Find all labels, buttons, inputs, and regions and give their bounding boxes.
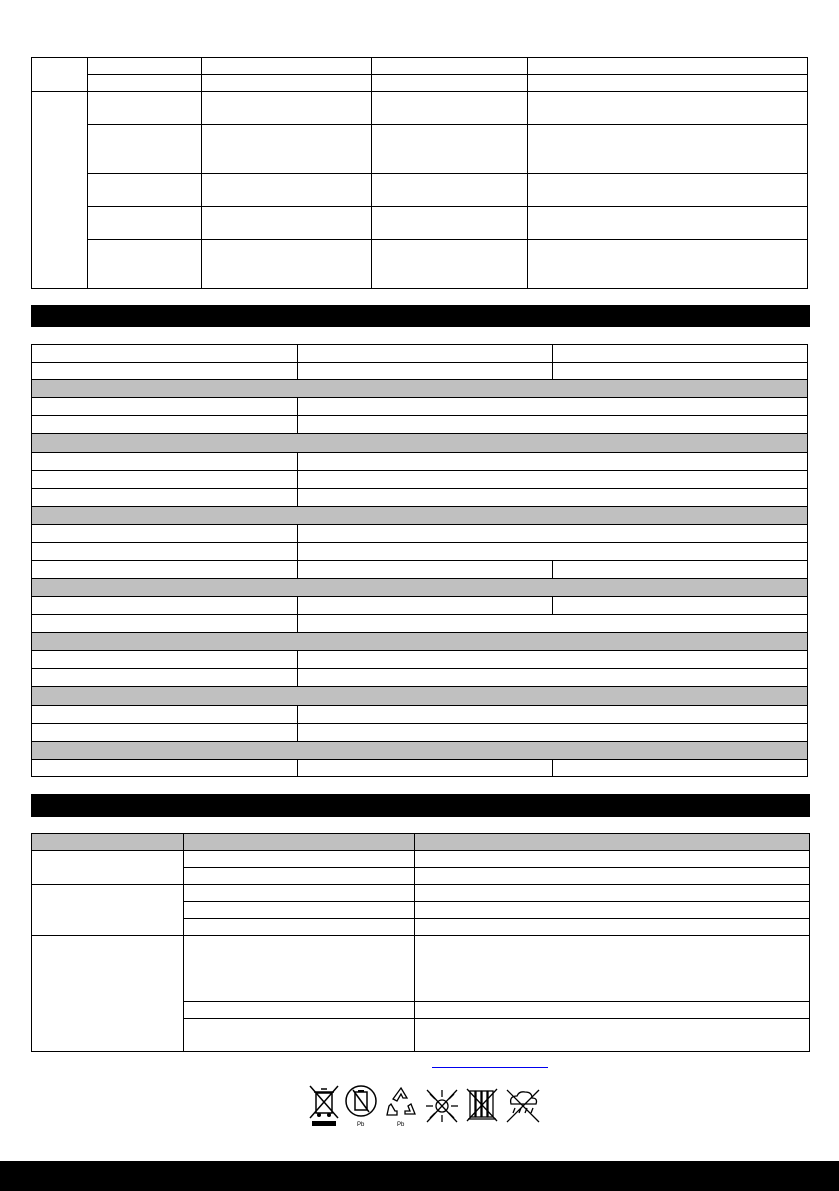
spec-hline: [31, 379, 808, 380]
spec-vline-main: [297, 650, 298, 686]
spec-group-row: [32, 741, 807, 759]
spec-hline: [31, 723, 808, 724]
top-table-hline-1: [87, 74, 808, 75]
spec-group-row: [32, 578, 807, 596]
section-header-bar: [31, 794, 810, 817]
spec-vline-sub: [552, 560, 553, 578]
spec-group-row: [32, 380, 807, 397]
spec-hline: [31, 397, 808, 398]
trouble-hline: [183, 1018, 810, 1019]
spec-hline: [31, 470, 808, 471]
website-link[interactable]: [432, 1067, 548, 1068]
spec-hline: [31, 668, 808, 669]
top-table-hline-3: [87, 124, 808, 125]
spec-hline: [31, 415, 808, 416]
trouble-vline: [183, 833, 184, 1052]
spec-hline: [31, 596, 808, 597]
spec-hline: [31, 650, 808, 651]
spec-hline: [31, 452, 808, 453]
spec-vline-main: [297, 524, 298, 578]
trouble-vline: [414, 833, 415, 1052]
spec-hline: [31, 759, 808, 760]
spec-hline: [31, 506, 808, 507]
spec-vline-main: [297, 596, 298, 632]
trouble-hline: [183, 1001, 810, 1002]
spec-group-row: [32, 506, 807, 524]
spec-group-row: [32, 687, 807, 705]
top-table-hline-6: [87, 239, 808, 240]
spec-hline: [31, 686, 808, 687]
spec-vline-main: [297, 759, 298, 777]
spec-vline-sub: [552, 344, 553, 379]
top-table-hline-2: [31, 91, 808, 92]
no-sun-icon: [425, 1088, 459, 1124]
section-header-label: [31, 797, 39, 811]
svg-text:Pb: Pb: [357, 1122, 365, 1128]
spec-hline: [31, 705, 808, 706]
no-rain-icon: [505, 1088, 541, 1124]
trouble-hline: [31, 884, 810, 885]
spec-hline: [31, 433, 808, 434]
trouble-hline: [183, 901, 810, 902]
recycle-pb-icon: [383, 1084, 419, 1128]
trouble-hline: [31, 850, 810, 851]
footer-bar: [0, 1161, 839, 1191]
spec-hline: [31, 560, 808, 561]
spec-hline: [31, 488, 808, 489]
no-heat-radiator-icon: [466, 1088, 498, 1124]
spec-group-row: [32, 632, 807, 650]
spec-vline-main: [297, 452, 298, 506]
trouble-table: [31, 833, 810, 1052]
spec-vline-sub: [552, 596, 553, 614]
no-battery-pb-icon: [344, 1084, 378, 1128]
icon-row: [307, 1084, 547, 1128]
trouble-hline: [183, 918, 810, 919]
spec-vline-main: [297, 397, 298, 433]
svg-text:Pb: Pb: [397, 1122, 405, 1128]
spec-hline: [31, 578, 808, 579]
spec-group-row: [32, 434, 807, 452]
trouble-hline: [31, 935, 810, 936]
top-table-hline-5: [87, 206, 808, 207]
spec-hline: [31, 741, 808, 742]
spec-vline-main: [297, 344, 298, 379]
spec-vline-sub: [552, 759, 553, 777]
spec-hline: [31, 524, 808, 525]
spec-hline: [31, 614, 808, 615]
spec-vline-main: [297, 705, 298, 741]
section-header-bar: [31, 305, 810, 327]
spec-hline: [31, 362, 808, 363]
spec-hline: [31, 632, 808, 633]
spec-hline: [31, 542, 808, 543]
weee-crossed-bin-icon: [307, 1084, 341, 1128]
trouble-hline: [183, 867, 810, 868]
trouble-table-header: [32, 834, 809, 850]
top-table-hline-4: [87, 173, 808, 174]
section-header-label: [31, 308, 39, 322]
